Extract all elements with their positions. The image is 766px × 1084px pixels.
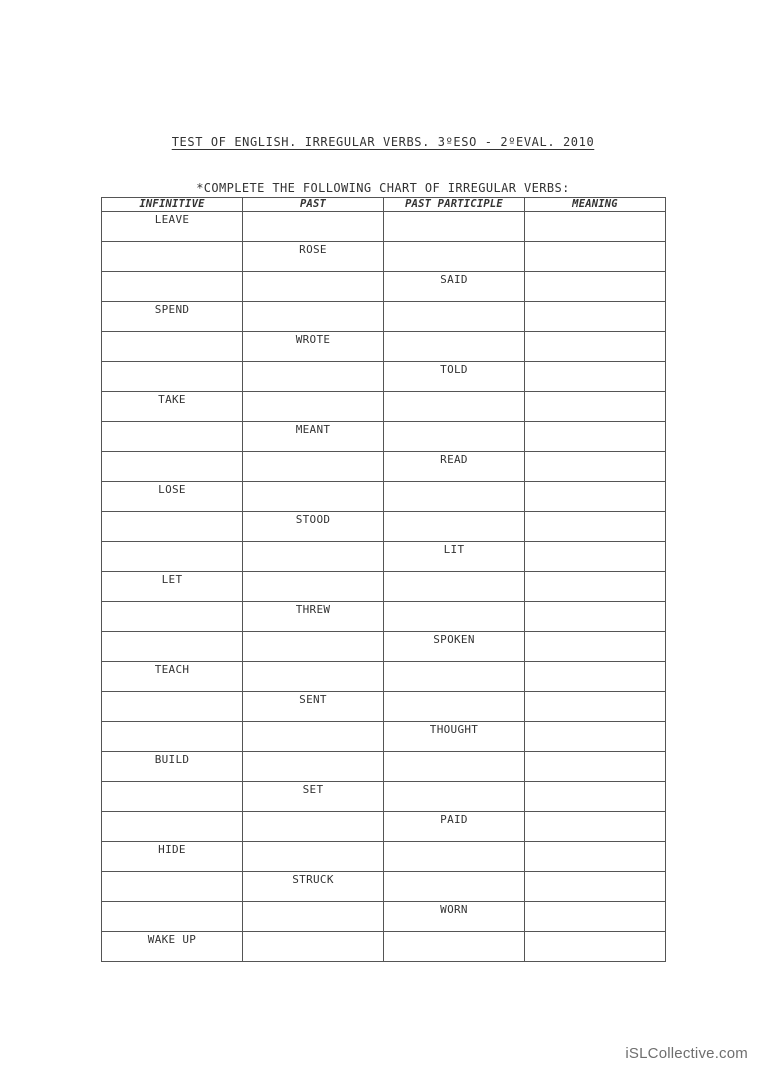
past-cell: STOOD: [243, 512, 384, 542]
past-participle-cell: [384, 692, 525, 722]
table-row: [102, 332, 666, 362]
table-row: [102, 242, 666, 272]
infinitive-cell: SPEND: [102, 302, 243, 332]
meaning-cell: [525, 392, 666, 422]
table-row: [102, 902, 666, 932]
past-participle-cell: [384, 302, 525, 332]
infinitive-cell: [102, 422, 243, 452]
meaning-cell: [525, 932, 666, 962]
table-row: [102, 842, 666, 872]
table-row: [102, 542, 666, 572]
past-participle-cell: [384, 512, 525, 542]
past-cell: [243, 902, 384, 932]
past-participle-cell: [384, 482, 525, 512]
past-cell: [243, 482, 384, 512]
table-row: [102, 872, 666, 902]
meaning-cell: [525, 362, 666, 392]
meaning-cell: [525, 332, 666, 362]
infinitive-cell: BUILD: [102, 752, 243, 782]
meaning-cell: [525, 902, 666, 932]
past-cell: SET: [243, 782, 384, 812]
past-participle-cell: [384, 242, 525, 272]
meaning-cell: [525, 632, 666, 662]
past-cell: [243, 632, 384, 662]
past-participle-cell: [384, 392, 525, 422]
past-cell: [243, 932, 384, 962]
meaning-cell: [525, 422, 666, 452]
table-row: [102, 662, 666, 692]
table-row: [102, 362, 666, 392]
meaning-cell: [525, 662, 666, 692]
meaning-cell: [525, 512, 666, 542]
meaning-cell: [525, 602, 666, 632]
infinitive-cell: [102, 452, 243, 482]
past-participle-cell: [384, 422, 525, 452]
table-header-row: [102, 198, 666, 212]
past-participle-cell: SPOKEN: [384, 632, 525, 662]
meaning-cell: [525, 752, 666, 782]
meaning-cell: [525, 212, 666, 242]
column-header-past-participle: PAST PARTICIPLE: [384, 198, 525, 212]
past-cell: [243, 362, 384, 392]
past-cell: [243, 812, 384, 842]
irregular-verbs-table: [101, 197, 666, 962]
infinitive-cell: [102, 332, 243, 362]
instruction-text: *COMPLETE THE FOLLOWING CHART OF IRREGULAR VERBS:: [196, 181, 570, 195]
past-cell: [243, 842, 384, 872]
past-participle-cell: TOLD: [384, 362, 525, 392]
table-row: [102, 602, 666, 632]
meaning-cell: [525, 272, 666, 302]
infinitive-cell: [102, 242, 243, 272]
infinitive-cell: [102, 542, 243, 572]
page-title-text: TEST OF ENGLISH. IRREGULAR VERBS. 3ºESO - 2ºEVAL. 2010: [171, 135, 595, 149]
past-cell: [243, 392, 384, 422]
table-row: [102, 482, 666, 512]
column-header-past: PAST: [243, 198, 384, 212]
meaning-cell: [525, 722, 666, 752]
past-cell: [243, 572, 384, 602]
past-cell: ROSE: [243, 242, 384, 272]
past-participle-cell: LIT: [384, 542, 525, 572]
site-watermark: iSLCollective.com: [625, 1045, 748, 1062]
meaning-cell: [525, 572, 666, 602]
past-participle-cell: [384, 572, 525, 602]
meaning-cell: [525, 842, 666, 872]
past-participle-cell: READ: [384, 452, 525, 482]
past-cell: [243, 452, 384, 482]
meaning-cell: [525, 242, 666, 272]
infinitive-cell: WAKE UP: [102, 932, 243, 962]
table-row: [102, 812, 666, 842]
infinitive-cell: [102, 872, 243, 902]
table-row: [102, 212, 666, 242]
infinitive-cell: TAKE: [102, 392, 243, 422]
past-participle-cell: [384, 602, 525, 632]
table-row: [102, 932, 666, 962]
past-cell: THREW: [243, 602, 384, 632]
infinitive-cell: [102, 782, 243, 812]
past-participle-cell: THOUGHT: [384, 722, 525, 752]
page-title: [0, 134, 766, 150]
meaning-cell: [525, 482, 666, 512]
past-cell: MEANT: [243, 422, 384, 452]
past-participle-cell: PAID: [384, 812, 525, 842]
past-participle-cell: SAID: [384, 272, 525, 302]
infinitive-cell: [102, 512, 243, 542]
past-participle-cell: [384, 782, 525, 812]
infinitive-cell: [102, 632, 243, 662]
meaning-cell: [525, 692, 666, 722]
past-cell: [243, 212, 384, 242]
infinitive-cell: [102, 902, 243, 932]
infinitive-cell: TEACH: [102, 662, 243, 692]
table-row: [102, 422, 666, 452]
table-row: [102, 782, 666, 812]
table-row: [102, 272, 666, 302]
past-cell: STRUCK: [243, 872, 384, 902]
past-participle-cell: [384, 872, 525, 902]
table-row: [102, 722, 666, 752]
meaning-cell: [525, 782, 666, 812]
past-cell: [243, 722, 384, 752]
past-cell: [243, 752, 384, 782]
infinitive-cell: [102, 812, 243, 842]
table-row: [102, 692, 666, 722]
table-row: [102, 512, 666, 542]
past-cell: [243, 302, 384, 332]
past-participle-cell: [384, 752, 525, 782]
infinitive-cell: [102, 272, 243, 302]
past-cell: WROTE: [243, 332, 384, 362]
past-participle-cell: [384, 332, 525, 362]
past-participle-cell: [384, 842, 525, 872]
infinitive-cell: [102, 722, 243, 752]
table-row: [102, 632, 666, 662]
past-cell: [243, 272, 384, 302]
meaning-cell: [525, 542, 666, 572]
past-participle-cell: [384, 662, 525, 692]
infinitive-cell: LOSE: [102, 482, 243, 512]
past-participle-cell: WORN: [384, 902, 525, 932]
table-row: [102, 392, 666, 422]
table-row: [102, 302, 666, 332]
infinitive-cell: HIDE: [102, 842, 243, 872]
table-row: [102, 752, 666, 782]
past-participle-cell: [384, 212, 525, 242]
past-cell: SENT: [243, 692, 384, 722]
past-cell: [243, 542, 384, 572]
table-row: [102, 452, 666, 482]
infinitive-cell: [102, 602, 243, 632]
past-cell: [243, 662, 384, 692]
meaning-cell: [525, 812, 666, 842]
column-header-meaning: MEANING: [525, 198, 666, 212]
meaning-cell: [525, 302, 666, 332]
infinitive-cell: LEAVE: [102, 212, 243, 242]
infinitive-cell: [102, 362, 243, 392]
past-participle-cell: [384, 932, 525, 962]
column-header-infinitive: INFINITIVE: [102, 198, 243, 212]
table-row: [102, 572, 666, 602]
infinitive-cell: [102, 692, 243, 722]
meaning-cell: [525, 452, 666, 482]
infinitive-cell: LET: [102, 572, 243, 602]
meaning-cell: [525, 872, 666, 902]
